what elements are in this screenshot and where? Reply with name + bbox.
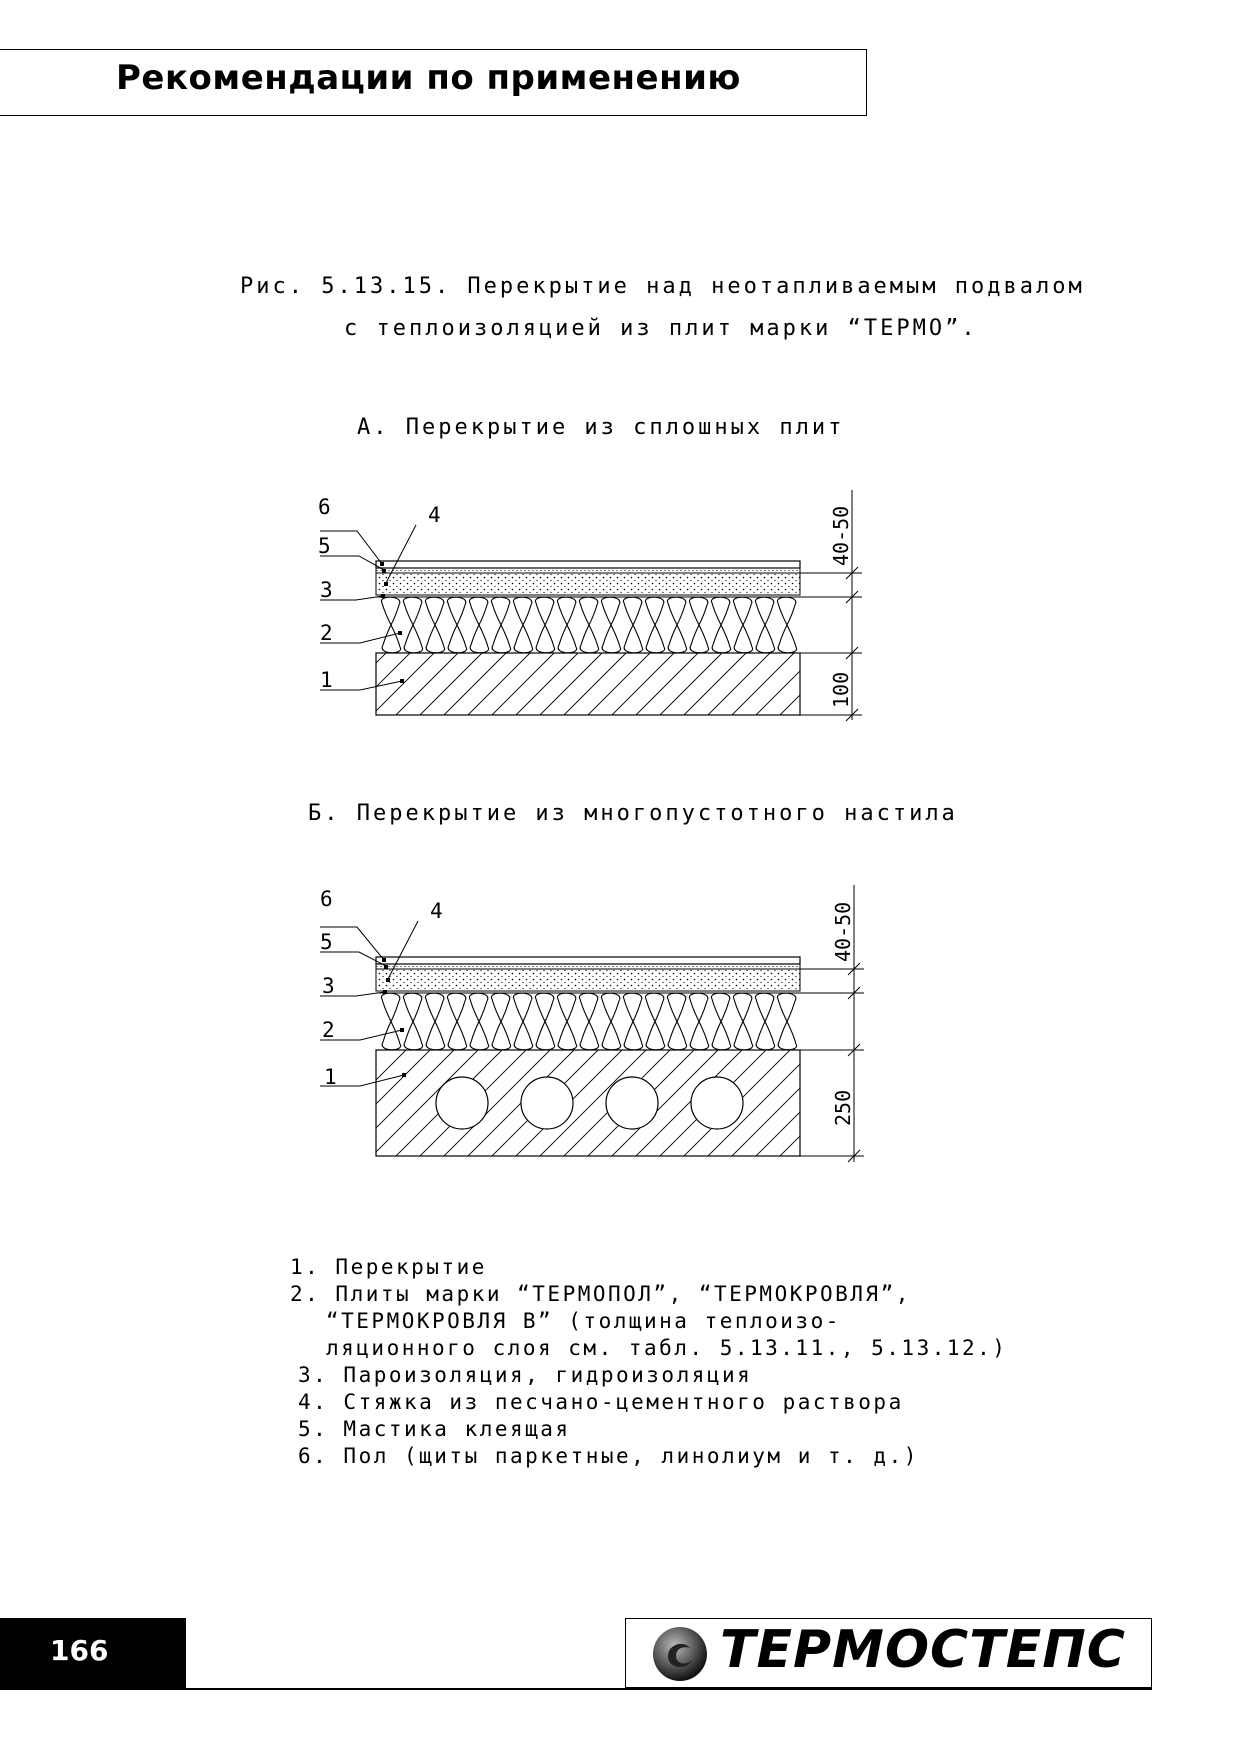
dim-bottom-a: 100 (829, 671, 853, 708)
page-title: Рекомендации по применению (116, 58, 741, 98)
legend-item-2-cont1: “ТЕРМОКРОВЛЯ В” (толщина теплоизо- (326, 1309, 841, 1333)
dim-top-b: 40-50 (831, 901, 855, 962)
label-4: 4 (428, 503, 441, 527)
label-1: 1 (324, 1065, 337, 1089)
insulation-layer-2 (381, 993, 796, 1050)
dim-bottom-b: 250 (831, 1089, 855, 1126)
screed-layer-4 (376, 573, 800, 595)
floor-layer-6 (376, 957, 800, 964)
brand-name: ТЕРМОСТЕПС (720, 1620, 1126, 1680)
legend-item-5: 5. Мастика клеящая (298, 1417, 571, 1441)
figure-caption-line2: с теплоизоляцией из плит марки “ТЕРМО”. (344, 316, 978, 341)
label-3: 3 (320, 578, 333, 602)
label-5: 5 (320, 930, 333, 954)
diagram-section-b (300, 880, 880, 1170)
label-2: 2 (322, 1018, 335, 1042)
section-a-title: А. Перекрытие из сплошных плит (357, 415, 845, 440)
legend-item-1: 1. Перекрытие (290, 1255, 487, 1279)
legend-item-4: 4. Стяжка из песчано-цементного раствора (298, 1390, 904, 1414)
screed-layer-4 (376, 969, 800, 991)
label-5: 5 (318, 534, 331, 558)
dim-top-a: 40-50 (829, 505, 853, 566)
insulation-layer-2 (381, 597, 796, 653)
legend-item-2: 2. Плиты марки “ТЕРМОПОЛ”, “ТЕРМОКРОВЛЯ”, (290, 1282, 911, 1306)
label-3: 3 (322, 974, 335, 998)
figure-caption-line1: Рис. 5.13.15. Перекрытие над неотапливаемым подвалом (240, 274, 1085, 299)
label-6: 6 (318, 495, 331, 519)
legend-item-6: 6. Пол (щиты паркетные, линолиум и т. д.) (298, 1444, 919, 1468)
label-2: 2 (320, 621, 333, 645)
legend-list (290, 1254, 1007, 1470)
legend-item-3: 3. Пароизоляция, гидроизоляция (298, 1363, 753, 1387)
label-4: 4 (430, 899, 443, 923)
footer-rule (0, 1688, 1152, 1690)
legend-item-2-cont2: ляционного слоя см. табл. 5.13.11., 5.13.12.) (326, 1336, 1008, 1360)
label-6: 6 (320, 887, 333, 911)
page-number: 166 (50, 1634, 109, 1667)
brand-logo-icon (650, 1624, 710, 1684)
section-b-title: Б. Перекрытие из многопустотного настила (308, 801, 958, 826)
slab-voids (436, 1077, 743, 1129)
diagram-section-a (300, 490, 880, 730)
label-1: 1 (320, 668, 333, 692)
floor-layer-6 (376, 561, 800, 568)
